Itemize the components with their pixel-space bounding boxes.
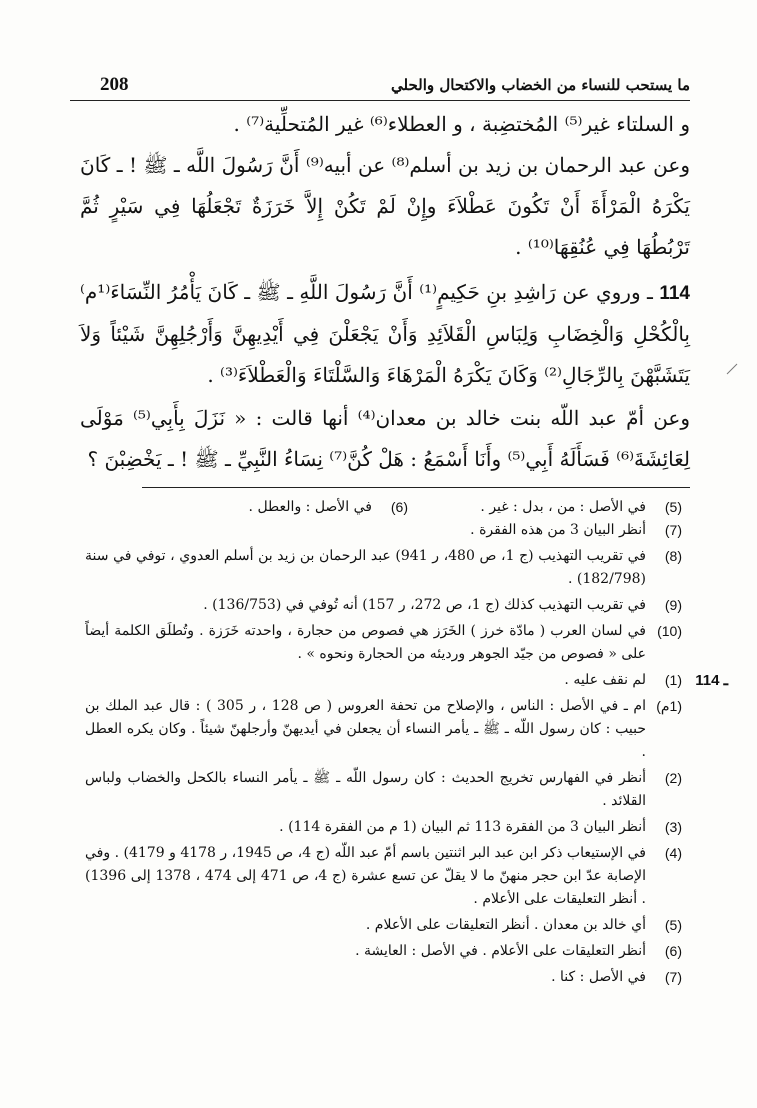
- footnote-text: ام ـ في الأصل : الناس ، والإصلاح من تحفة العروس ( ص 128 ، ر 305 ) : قال عبد الملك بن حبيب : كان رسول اللّه ـ ﷺ ـ يأمر النساء أن يجعلن في أيديهنّ وأرجلهنّ شيئاً . وكان يكره العطل .: [85, 698, 646, 760]
- pencil-mark-icon: [725, 362, 739, 376]
- footnote-number: (7): [664, 522, 682, 538]
- footnote-text: في تقريب التهذيب كذلك (ج 1، ص 272، ر 157) أنه تُوفي في (136/753) .: [203, 597, 646, 613]
- footnote-114-7: [85, 966, 690, 989]
- page-number: 208: [100, 74, 129, 95]
- footnote-number: (2): [664, 770, 682, 786]
- footnote-text: في لسان العرب ( مادّة خرز ) الخَرَز هي فصوص من حجارة ، واحدته خَرَزة . وتُطلَق الكلمة أيضاً على « فصوص من جيّد الجوهر ورديئه من الحجارة ونحوه » .: [85, 623, 646, 662]
- footnote-10: [85, 620, 690, 666]
- paragraph-a: وعن عبد الرحمان بن زيد بن أسلم⁽⁸⁾ عن أبيه⁽⁹⁾ أَنَّ رَسُولَ اللَّه ـ ﷺ ! ـ كَانَ يَكْرَهُ الْمَرْأَةَ أَنْ تَكُونَ عَطْلاَءَ وإِنْ لَمْ تَكُنْ إِلاَّ خَرَزَةٌ تَجْعَلُهَا فِي سَيْرٍ ثُمَّ تَرْبُطُهَا فِي عُنُقِهَا⁽¹⁰⁾ .: [80, 153, 690, 259]
- footnotes: [85, 496, 728, 992]
- paragraph-114-text: ـ وروي عن رَاشِدِ بنِ حَكِيمٍ⁽¹⁾ أَنَّ رَسُولَ اللَّهِ ـ ﷺ ـ كَانَ يَأْمُرُ النِّسَاءَ⁽¹م⁾ بِالْكُحْلِ وَالْخِضَابِ وَلِبَاسِ الْقَلاَئِدِ وَأَنْ يَجْعَلْنَ فِي أَيْدِيهِنَّ وَأَرْجُلِهِنَّ شَيْئاً وَلاَ يَتَشَبَّهْنَ بِالرِّجَالِ⁽²⁾ وَكَانَ يَكْرَهُ الْمَرْهَاءَ وَالسَّلْتَاءَ وَالْعَطْلاَءَ⁽³⁾ .: [80, 280, 690, 387]
- footnote-114-1m: [85, 695, 690, 764]
- footnote-number: (5): [664, 499, 682, 515]
- footnote-114-4: [85, 842, 690, 911]
- footnote-114-2: [85, 767, 690, 813]
- footnote-separator: [142, 487, 690, 488]
- paragraph-line1: و السلتاء غير⁽⁵⁾ المُختضِبة ، و العطلاء⁽⁶⁾ غير المُتحلِّية⁽⁷⁾ .: [233, 112, 690, 136]
- footnote-text: لم نقف عليه .: [564, 672, 646, 688]
- footnote-114-3: [85, 816, 690, 839]
- footnote-text: في الأصل : والعطل .: [248, 499, 372, 515]
- footnote-number: (8): [664, 548, 682, 564]
- footnote-5: [416, 496, 690, 519]
- footnote-text: أنظر البيان 3 من الفقرة 113 ثم البيان (1 م من الفقرة 114) .: [279, 819, 646, 835]
- footnote-number: (5): [664, 917, 682, 933]
- footnote-text: أنظر التعليقات على الأعلام . في الأصل : العايشة .: [355, 943, 646, 959]
- footnote-number: (4): [664, 845, 682, 861]
- footnote-number: (1م): [656, 698, 682, 714]
- footnote-number: (7): [664, 969, 682, 985]
- paragraph-c: وعن أمّ عبد اللّه بنت خالد بن معدان⁽⁴⁾ أنها قالت : « نَزَلَ بِأَبِي⁽⁵⁾ مَوْلَى لِعَائِشَةَ⁽⁶⁾ فَسَأَلَهُ أَبِي⁽⁵⁾ وأَنَا أَسْمَعُ : هَلْ كُنَّ⁽⁷⁾ نِسَاءُ النَّبِيِّ ـ ﷺ ! ـ يَخْضِبْنَ ؟: [80, 406, 691, 471]
- footnote-number: (6): [664, 943, 682, 959]
- footnote-text: أي خالد بن معدان . أنظر التعليقات على الأعلام .: [365, 917, 646, 933]
- footnote-text: في تقريب التهذيب (ج 1، ص 480، ر 941) عبد الرحمان بن زيد بن أسلم العدوي ، توفي في سنة (182/798) .: [85, 548, 646, 587]
- footnote-114-5: [85, 914, 690, 937]
- footnote-114-1: [85, 669, 728, 692]
- footnote-number: (10): [657, 623, 682, 639]
- running-head: ما يستحب للنساء من الخضاب والاكتحال والحلي: [391, 76, 690, 94]
- footnote-group-label: 114 ـ: [695, 672, 728, 689]
- footnote-text: في الإستيعاب ذكر ابن عبد البر اثنتين باسم أمّ عبد اللّه (ج 4، ص 1945، ر 4178 و 4179) . وفي الإصابة عدّ ابن حجر منهنّ ما لا يقلّ عن تسع عشرة (ج 4، ص 471 إلى 474 ، 1378 إلى 1396) . أنظر التعليقات على الأعلام .: [85, 845, 646, 907]
- paragraph-114: [80, 272, 690, 396]
- footnote-8: [85, 545, 690, 591]
- footnote-number: (1): [664, 672, 682, 688]
- footnote-number: (6): [390, 499, 408, 515]
- footnote-7: [85, 519, 690, 542]
- footnote-number: (3): [664, 819, 682, 835]
- footnote-number: (9): [664, 597, 682, 613]
- footnote-text: في الأصل : كنا .: [551, 969, 646, 985]
- footnote-text: في الأصل : من ، بدل : غير .: [480, 499, 646, 515]
- page-header: [70, 74, 690, 101]
- main-text: [80, 104, 690, 480]
- footnote-6: [142, 496, 416, 519]
- footnote-text: أنظر البيان 3 من هذه الفقرة .: [470, 522, 646, 538]
- footnote-row-5-6: [85, 496, 690, 519]
- footnote-114-6: [85, 940, 690, 963]
- footnote-9: [85, 594, 690, 617]
- footnote-text: أنظر في الفهارس تخريج الحديث : كان رسول اللّه ـ ﷺ ـ يأمر النساء بالكحل والخضاب ولباس القلائد .: [85, 770, 646, 809]
- paragraph-number: 114: [659, 283, 690, 304]
